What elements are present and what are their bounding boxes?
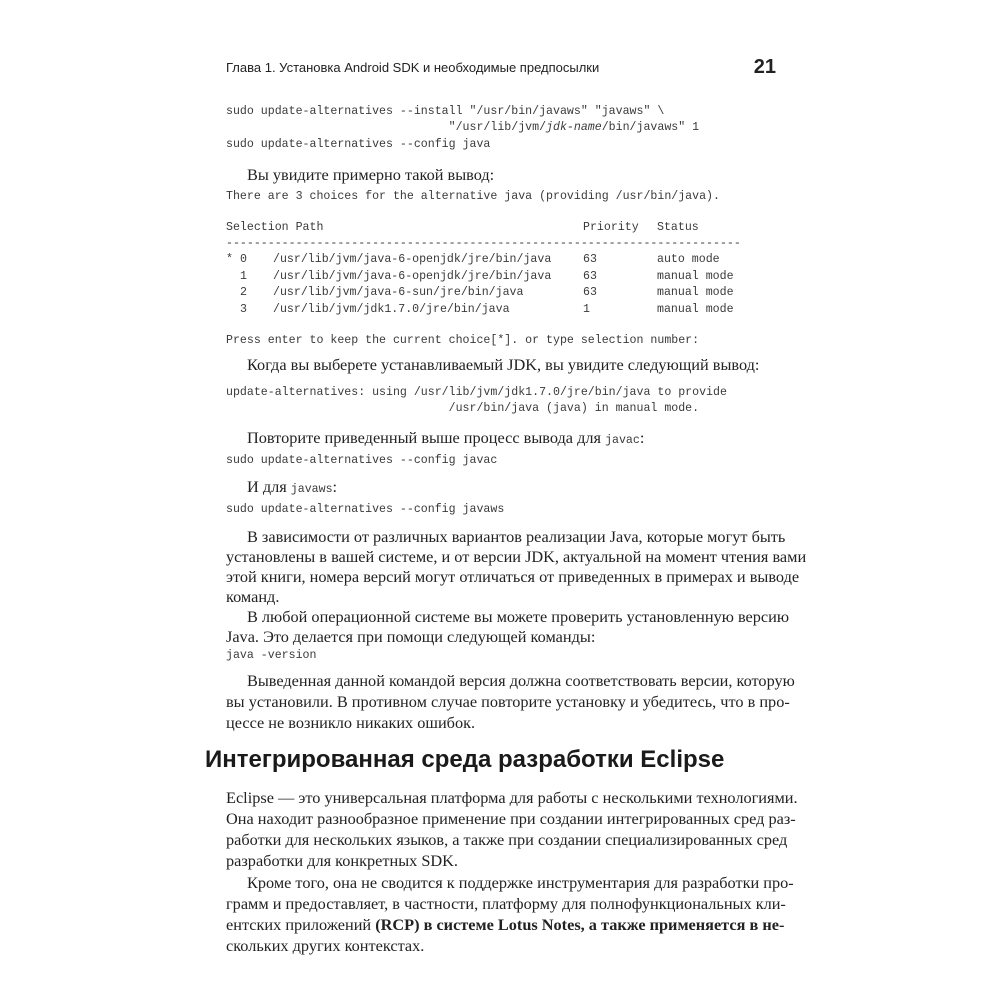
cell-path: /usr/lib/jvm/jdk1.7.0/jre/bin/java xyxy=(273,302,510,316)
table-row xyxy=(226,253,775,267)
paragraph-line xyxy=(226,915,785,934)
cell-path: /usr/lib/jvm/java-6-openjdk/jre/bin/java xyxy=(273,253,552,266)
inline-code: javac xyxy=(605,434,640,447)
inline-code: javaws xyxy=(290,483,333,496)
page-number: 21 xyxy=(753,56,776,78)
cell-selection: 0 xyxy=(240,253,247,266)
code-line: sudo update-alternatives --config java xyxy=(226,138,491,151)
paragraph: Когда вы выберете устанавливаемый JDK, вы увидите следующий вывод: xyxy=(247,355,760,374)
cell-selection: 1 xyxy=(240,269,247,283)
column-header-selection-path: Selection Path xyxy=(226,221,324,234)
code-line: sudo update-alternatives --config javaws xyxy=(226,503,505,516)
cell-status: manual mode xyxy=(657,302,734,316)
paragraph-line: этой книги, номера версий могут отличаться от приведенных в примерах и выводе xyxy=(226,567,800,586)
code-text: "/usr/lib/jvm/ xyxy=(226,121,547,134)
paragraph: Вы увидите примерно такой вывод: xyxy=(247,165,495,184)
paragraph-line: вы установили. В противном случае повторите установку и убедитесь, что в про- xyxy=(226,692,790,711)
paragraph-line: Она находит разнообразное применение при создании интегрированных сред раз- xyxy=(226,809,796,828)
code-line: update-alternatives: using /usr/lib/jvm/jdk1.7.0/jre/bin/java to provide xyxy=(226,386,727,399)
code-line: /usr/bin/java (java) in manual mode. xyxy=(226,402,700,415)
chapter-running-header: Глава 1. Установка Android SDK и необходимые предпосылки xyxy=(226,60,600,75)
paragraph-line: команд. xyxy=(226,587,280,606)
cell-status: auto mode xyxy=(657,253,720,266)
cell-status: manual mode xyxy=(657,286,734,299)
paragraph-line: В зависимости от различных вариантов реализации Java, которые могут быть xyxy=(247,527,786,546)
code-line xyxy=(226,121,775,135)
paragraph-line: скольких других контекстах. xyxy=(226,936,425,955)
paragraph-line: Java. Это делается при помощи следующей команды: xyxy=(226,627,596,646)
paragraph xyxy=(247,477,775,499)
code-line: sudo update-alternatives --install "/usr/bin/javaws" "javaws" \ xyxy=(226,105,665,118)
code-line: java -version xyxy=(226,649,317,662)
cell-priority: 63 xyxy=(583,286,597,299)
cell-selection: 3 xyxy=(240,302,247,316)
paragraph-line: грамм и предоставляет, в частности, платформу для полнофункциональных кли- xyxy=(226,894,786,913)
cell-priority: 1 xyxy=(583,302,590,316)
cell-priority: 63 xyxy=(583,253,597,266)
text: : xyxy=(332,477,338,496)
text: ентских приложений xyxy=(226,915,376,934)
paragraph-line: Eclipse — это универсальная платформа для работы с несколькими технологиями. xyxy=(226,788,798,807)
paragraph-line: разработки для конкретных SDK. xyxy=(226,851,458,870)
paragraph-line: В любой операционной системе вы можете проверить установленную версию xyxy=(247,607,790,626)
section-heading: Интегрированная среда разработки Eclipse xyxy=(205,746,725,773)
table-row xyxy=(226,303,775,317)
paragraph-line: Кроме того, она не сводится к поддержке инструментария для разработки про- xyxy=(247,873,794,892)
text: Повторите приведенный выше процесс вывода для xyxy=(247,428,606,447)
table-row xyxy=(226,286,775,300)
column-header-priority: Priority xyxy=(583,221,639,234)
code-placeholder: jdk-name xyxy=(546,121,602,134)
code-line: Press enter to keep the current choice[*]. or type selection number: xyxy=(226,334,700,347)
column-header-status: Status xyxy=(657,221,699,234)
alternatives-table xyxy=(226,221,775,321)
cell-marker: * xyxy=(226,253,233,266)
paragraph-line: установлены в вашей системе, и от версии JDK, актуальной на момент чтения вами xyxy=(226,547,807,566)
paragraph-line: Выведенная данной командой версия должна соответствовать версии, которую xyxy=(247,671,795,690)
text: : xyxy=(639,428,645,447)
cell-path: /usr/lib/jvm/java-6-openjdk/jre/bin/java xyxy=(273,269,552,283)
cell-path: /usr/lib/jvm/java-6-sun/jre/bin/java xyxy=(273,286,524,299)
code-line: sudo update-alternatives --config javac xyxy=(226,454,498,467)
cell-status: manual mode xyxy=(657,269,734,283)
code-line: There are 3 choices for the alternative java (providing /usr/bin/java). xyxy=(226,190,720,203)
code-text: /bin/javaws" 1 xyxy=(601,121,700,134)
text: И для xyxy=(247,477,291,496)
paragraph-line: работки для нескольких языков, а также при создании специализированных сред xyxy=(226,830,788,849)
paragraph-line: цессе не возникло никаких ошибок. xyxy=(226,713,476,732)
paragraph xyxy=(247,428,775,450)
bold-text: (RCP) в системе Lotus Notes, а также применяется в не- xyxy=(375,915,785,934)
table-row xyxy=(226,270,775,284)
cell-priority: 63 xyxy=(583,269,597,283)
cell-selection: 2 xyxy=(240,286,247,299)
table-separator: -------------------------------------------------------------------------- xyxy=(226,237,741,250)
